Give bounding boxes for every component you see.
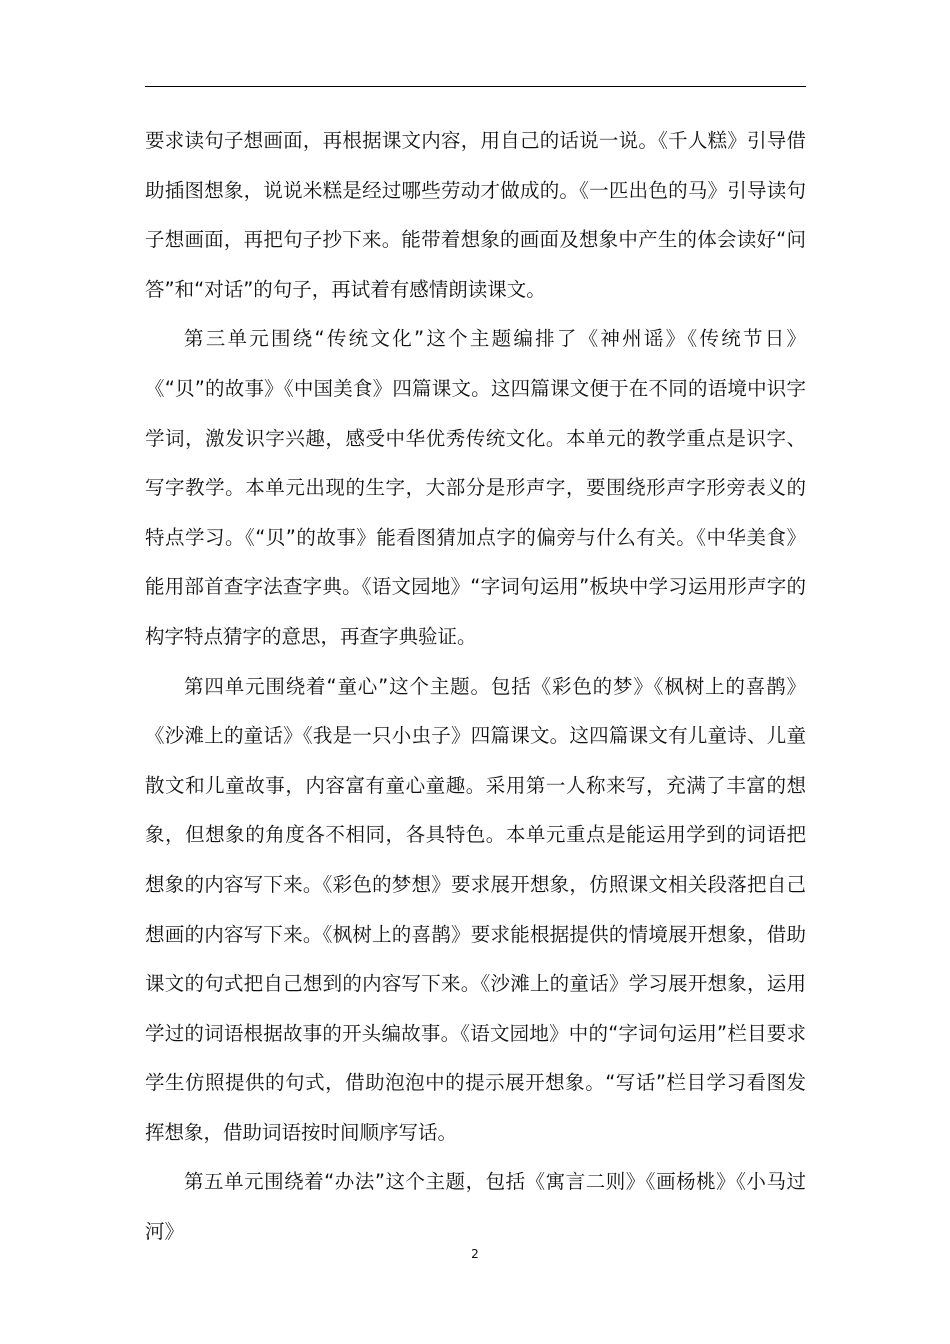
document-body [145,116,806,1257]
paragraph-1: 要求读句子想画面，再根据课文内容，用自己的话说一说。《千人糕》引导借助插图想象，说说米糕是经过哪些劳动才做成的。《一匹出色的马》引导读句子想画面，再把句子抄下来。能带着想象的画面及想象中产生的体会读好“问答”和“对话”的句子，再试着有感情朗读课文。 [145,129,806,301]
paragraph-3: 第四单元围绕着“童心”这个主题。包括《彩色的梦》《枫树上的喜鹊》《沙滩上的童话》《我是一只小虫子》四篇课文。这四篇课文有儿童诗、儿童散文和儿童故事，内容富有童心童趣。采用第一人称来写，充满了丰富的想象，但想象的角度各不相同，各具特色。本单元重点是能运用学到的词语把想象的内容写下来。《彩色的梦想》要求展开想象，仿照课文相关段落把自己想画的内容写下来。《枫树上的喜鹊》要求能根据提供的情境展开想象，借助课文的句式把自己想到的内容写下来。《沙滩上的童话》学习展开想象，运用学过的词语根据故事的开头编故事。《语文园地》中的“字词句运用”栏目要求学生仿照提供的句式，借助泡泡中的提示展开想象。“写话”栏目学习看图发挥想象，借助词语按时间顺序写话。 [145,674,806,1144]
page-number: 2 [471,1247,479,1261]
header-rule [145,86,806,87]
paragraph-2: 第三单元围绕“传统文化”这个主题编排了《神州谣》《传统节日》《“贝”的故事》《中国美食》四篇课文。这四篇课文便于在不同的语境中识字学词，激发识字兴趣，感受中华优秀传统文化。本单元的教学重点是识字、写字教学。本单元出现的生字，大部分是形声字，要围绕形声字形旁表义的特点学习。《“贝”的故事》能看图猜加点字的偏旁与什么有关。《中华美食》能用部首查字法查字典。《语文园地》“字词句运用”板块中学习运用形声字的构字特点猜字的意思，再查字典验证。 [145,327,806,648]
paragraph-4: 第五单元围绕着“办法”这个主题，包括《寓言二则》《画杨桃》《小马过河》 [145,1170,806,1244]
